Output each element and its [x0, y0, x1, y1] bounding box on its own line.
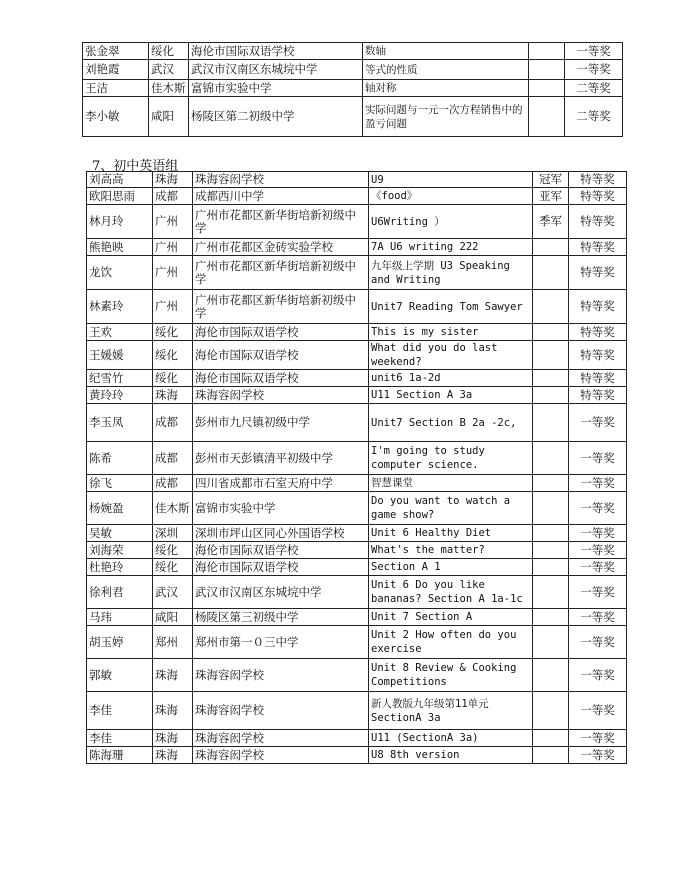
awards-table-english: [86, 171, 627, 764]
school-cell: 广州市花都区新华街培新初级中学: [193, 290, 369, 324]
name-cell: 欧阳思雨: [87, 188, 153, 205]
region-cell: 珠海: [153, 172, 193, 188]
table-row: [87, 188, 627, 205]
prize-cell: 一等奖: [565, 43, 623, 60]
rank-cell: [529, 80, 565, 97]
region-cell: 珠海: [153, 387, 193, 404]
rank-cell: [533, 730, 569, 747]
prize-cell: 一等奖: [569, 525, 627, 542]
region-cell: 武汉: [153, 576, 193, 609]
school-cell: 富锦市实验中学: [193, 492, 369, 525]
section-title: 7、初中英语组: [92, 159, 179, 174]
name-cell: 马玮: [87, 609, 153, 626]
prize-cell: 一等奖: [569, 404, 627, 442]
subject-cell: Unit7 Section B 2a -2c,: [369, 404, 533, 442]
table-row: [87, 239, 627, 256]
rank-cell: [533, 492, 569, 525]
school-cell: 珠海容闳学校: [193, 692, 369, 730]
name-cell: 王洁: [83, 80, 149, 97]
region-cell: 珠海: [153, 730, 193, 747]
subject-cell: U9: [369, 172, 533, 188]
subject-cell: I'm going to study computer science.: [369, 442, 533, 475]
name-cell: 杨婉盈: [87, 492, 153, 525]
school-cell: 珠海容闳学校: [193, 659, 369, 692]
subject-cell: U11 (SectionA 3a): [369, 730, 533, 747]
school-cell: 彭州市天彭镇清平初级中学: [193, 442, 369, 475]
prize-cell: 一等奖: [569, 747, 627, 764]
subject-cell: This is my sister: [369, 324, 533, 341]
name-cell: 胡玉婷: [87, 626, 153, 659]
school-cell: 杨陵区第三初级中学: [193, 609, 369, 626]
name-cell: 王欢: [87, 324, 153, 341]
rank-cell: [533, 442, 569, 475]
school-cell: 珠海容闳学校: [193, 730, 369, 747]
school-cell: 深圳市坪山区同心外国语学校: [193, 525, 369, 542]
rank-cell: 亚军: [533, 188, 569, 205]
rank-cell: [533, 290, 569, 324]
region-cell: 广州: [153, 290, 193, 324]
name-cell: 纪雪竹: [87, 370, 153, 387]
name-cell: 熊艳映: [87, 239, 153, 256]
subject-cell: Section A 1: [369, 559, 533, 576]
table-row: [87, 747, 627, 764]
name-cell: 陈海珊: [87, 747, 153, 764]
rank-cell: [533, 542, 569, 559]
region-cell: 广州: [153, 239, 193, 256]
subject-cell: 轴对称: [363, 80, 529, 97]
region-cell: 绥化: [149, 43, 189, 60]
table-row: [87, 324, 627, 341]
region-cell: 成都: [153, 442, 193, 475]
table-row: [87, 341, 627, 370]
rank-cell: [529, 97, 565, 137]
table-row: [87, 626, 627, 659]
region-cell: 成都: [153, 188, 193, 205]
region-cell: 佳木斯: [153, 492, 193, 525]
subject-cell: U11 Section A 3a: [369, 387, 533, 404]
name-cell: 郭敏: [87, 659, 153, 692]
subject-cell: Unit 6 Healthy Diet: [369, 525, 533, 542]
subject-cell: Unit 8 Review & Cooking Competitions: [369, 659, 533, 692]
school-cell: 成都西川中学: [193, 188, 369, 205]
name-cell: 王媛媛: [87, 341, 153, 370]
subject-cell: Unit 7 Section A: [369, 609, 533, 626]
prize-cell: 特等奖: [569, 188, 627, 205]
region-cell: 绥化: [153, 324, 193, 341]
subject-cell: 等式的性质: [363, 60, 529, 80]
region-cell: 成都: [153, 475, 193, 492]
rank-cell: [533, 341, 569, 370]
region-cell: 珠海: [153, 659, 193, 692]
table-row: [87, 256, 627, 290]
rank-cell: [529, 60, 565, 80]
subject-cell: Unit 6 Do you like bananas? Section A 1a-1c: [369, 576, 533, 609]
rank-cell: 冠军: [533, 172, 569, 188]
school-cell: 四川省成都市石室天府中学: [193, 475, 369, 492]
name-cell: 徐利君: [87, 576, 153, 609]
subject-cell: 九年级上学期 U3 Speaking and Writing: [369, 256, 533, 290]
school-cell: 广州市花都区金砖实验学校: [193, 239, 369, 256]
rank-cell: [533, 404, 569, 442]
prize-cell: 一等奖: [569, 559, 627, 576]
school-cell: 海伦市国际双语学校: [193, 559, 369, 576]
region-cell: 武汉: [149, 60, 189, 80]
rank-cell: 季军: [533, 205, 569, 239]
table-row: [87, 172, 627, 188]
subject-cell: U8 8th version: [369, 747, 533, 764]
region-cell: 绥化: [153, 559, 193, 576]
rank-cell: [533, 525, 569, 542]
subject-cell: Unit 2 How often do you exercise: [369, 626, 533, 659]
table-row: [87, 442, 627, 475]
subject-cell: unit6 1a-2d: [369, 370, 533, 387]
table-row: [87, 290, 627, 324]
prize-cell: 一等奖: [569, 692, 627, 730]
region-cell: 深圳: [153, 525, 193, 542]
name-cell: 李玉凤: [87, 404, 153, 442]
rank-cell: [533, 324, 569, 341]
table-row: [87, 576, 627, 609]
rank-cell: [533, 609, 569, 626]
table-row: [83, 80, 623, 97]
school-cell: 武汉市汉南区东城垸中学: [193, 576, 369, 609]
table-row: [87, 370, 627, 387]
name-cell: 李佳: [87, 692, 153, 730]
rank-cell: [533, 475, 569, 492]
prize-cell: 特等奖: [569, 324, 627, 341]
prize-cell: 一等奖: [569, 576, 627, 609]
school-cell: 富锦市实验中学: [189, 80, 363, 97]
prize-cell: 一等奖: [569, 442, 627, 475]
prize-cell: 一等奖: [565, 60, 623, 80]
name-cell: 吴敏: [87, 525, 153, 542]
prize-cell: 特等奖: [569, 290, 627, 324]
table-row: [87, 730, 627, 747]
region-cell: 绥化: [153, 370, 193, 387]
prize-cell: 一等奖: [569, 659, 627, 692]
name-cell: 张金翠: [83, 43, 149, 60]
prize-cell: 特等奖: [569, 239, 627, 256]
subject-cell: U6Writing ）: [369, 205, 533, 239]
region-cell: 广州: [153, 205, 193, 239]
region-cell: 珠海: [153, 692, 193, 730]
region-cell: 成都: [153, 404, 193, 442]
school-cell: 海伦市国际双语学校: [193, 324, 369, 341]
rank-cell: [533, 659, 569, 692]
region-cell: 郑州: [153, 626, 193, 659]
school-cell: 海伦市国际双语学校: [193, 542, 369, 559]
prize-cell: 特等奖: [569, 341, 627, 370]
school-cell: 海伦市国际双语学校: [193, 341, 369, 370]
prize-cell: 二等奖: [565, 97, 623, 137]
name-cell: 刘艳霞: [83, 60, 149, 80]
rank-cell: [533, 576, 569, 609]
rank-cell: [533, 559, 569, 576]
subject-cell: 数轴: [363, 43, 529, 60]
table-row: [87, 387, 627, 404]
prize-cell: 特等奖: [569, 172, 627, 188]
subject-cell: Unit7 Reading Tom Sawyer: [369, 290, 533, 324]
table-row: [87, 659, 627, 692]
table-row: [87, 475, 627, 492]
rank-cell: [533, 256, 569, 290]
region-cell: 咸阳: [153, 609, 193, 626]
table-row: [87, 404, 627, 442]
school-cell: 彭州市九尺镇初级中学: [193, 404, 369, 442]
rank-cell: [533, 239, 569, 256]
rank-cell: [533, 747, 569, 764]
region-cell: 咸阳: [149, 97, 189, 137]
name-cell: 黄玲玲: [87, 387, 153, 404]
rank-cell: [529, 43, 565, 60]
rank-cell: [533, 370, 569, 387]
subject-cell: What did you do last weekend?: [369, 341, 533, 370]
school-cell: 广州市花都区新华街培新初级中学: [193, 256, 369, 290]
name-cell: 刘海荣: [87, 542, 153, 559]
table-row: [83, 43, 623, 60]
subject-cell: 智慧课堂: [369, 475, 533, 492]
rank-cell: [533, 692, 569, 730]
region-cell: 珠海: [153, 747, 193, 764]
prize-cell: 一等奖: [569, 492, 627, 525]
subject-cell: 《food》: [369, 188, 533, 205]
prize-cell: 一等奖: [569, 542, 627, 559]
school-cell: 广州市花都区新华街培新初级中学: [193, 205, 369, 239]
school-cell: 海伦市国际双语学校: [189, 43, 363, 60]
region-cell: 绥化: [153, 542, 193, 559]
rank-cell: [533, 626, 569, 659]
subject-cell: 实际问题与一元一次方程销售中的盈亏问题: [363, 97, 529, 137]
region-cell: 广州: [153, 256, 193, 290]
name-cell: 陈希: [87, 442, 153, 475]
name-cell: 徐飞: [87, 475, 153, 492]
prize-cell: 一等奖: [569, 626, 627, 659]
prize-cell: 特等奖: [569, 205, 627, 239]
name-cell: 林素玲: [87, 290, 153, 324]
table-row: [87, 559, 627, 576]
prize-cell: 一等奖: [569, 475, 627, 492]
school-cell: 武汉市汉南区东城垸中学: [189, 60, 363, 80]
table-row: [83, 97, 623, 137]
name-cell: 杜艳玲: [87, 559, 153, 576]
prize-cell: 特等奖: [569, 370, 627, 387]
subject-cell: 7A U6 writing 222: [369, 239, 533, 256]
prize-cell: 特等奖: [569, 256, 627, 290]
school-cell: 郑州市第一０三中学: [193, 626, 369, 659]
subject-cell: Do you want to watch a game show?: [369, 492, 533, 525]
rank-cell: [533, 387, 569, 404]
prize-cell: 一等奖: [569, 609, 627, 626]
table-row: [83, 60, 623, 80]
awards-table-math: [82, 42, 623, 137]
table-row: [87, 692, 627, 730]
school-cell: 珠海容闳学校: [193, 747, 369, 764]
school-cell: 珠海容闳学校: [193, 172, 369, 188]
prize-cell: 二等奖: [565, 80, 623, 97]
table-row: [87, 609, 627, 626]
name-cell: 李小敏: [83, 97, 149, 137]
name-cell: 龙饮: [87, 256, 153, 290]
table-row: [87, 542, 627, 559]
region-cell: 佳木斯: [149, 80, 189, 97]
school-cell: 珠海容闳学校: [193, 387, 369, 404]
prize-cell: 一等奖: [569, 730, 627, 747]
table-row: [87, 492, 627, 525]
name-cell: 刘高高: [87, 172, 153, 188]
school-cell: 杨陵区第二初级中学: [189, 97, 363, 137]
table-row: [87, 525, 627, 542]
subject-cell: What's the matter?: [369, 542, 533, 559]
subject-cell: 新人教版九年级第11单元 SectionA 3a: [369, 692, 533, 730]
name-cell: 林月玲: [87, 205, 153, 239]
prize-cell: 特等奖: [569, 387, 627, 404]
school-cell: 海伦市国际双语学校: [193, 370, 369, 387]
region-cell: 绥化: [153, 341, 193, 370]
name-cell: 李佳: [87, 730, 153, 747]
table-row: [87, 205, 627, 239]
